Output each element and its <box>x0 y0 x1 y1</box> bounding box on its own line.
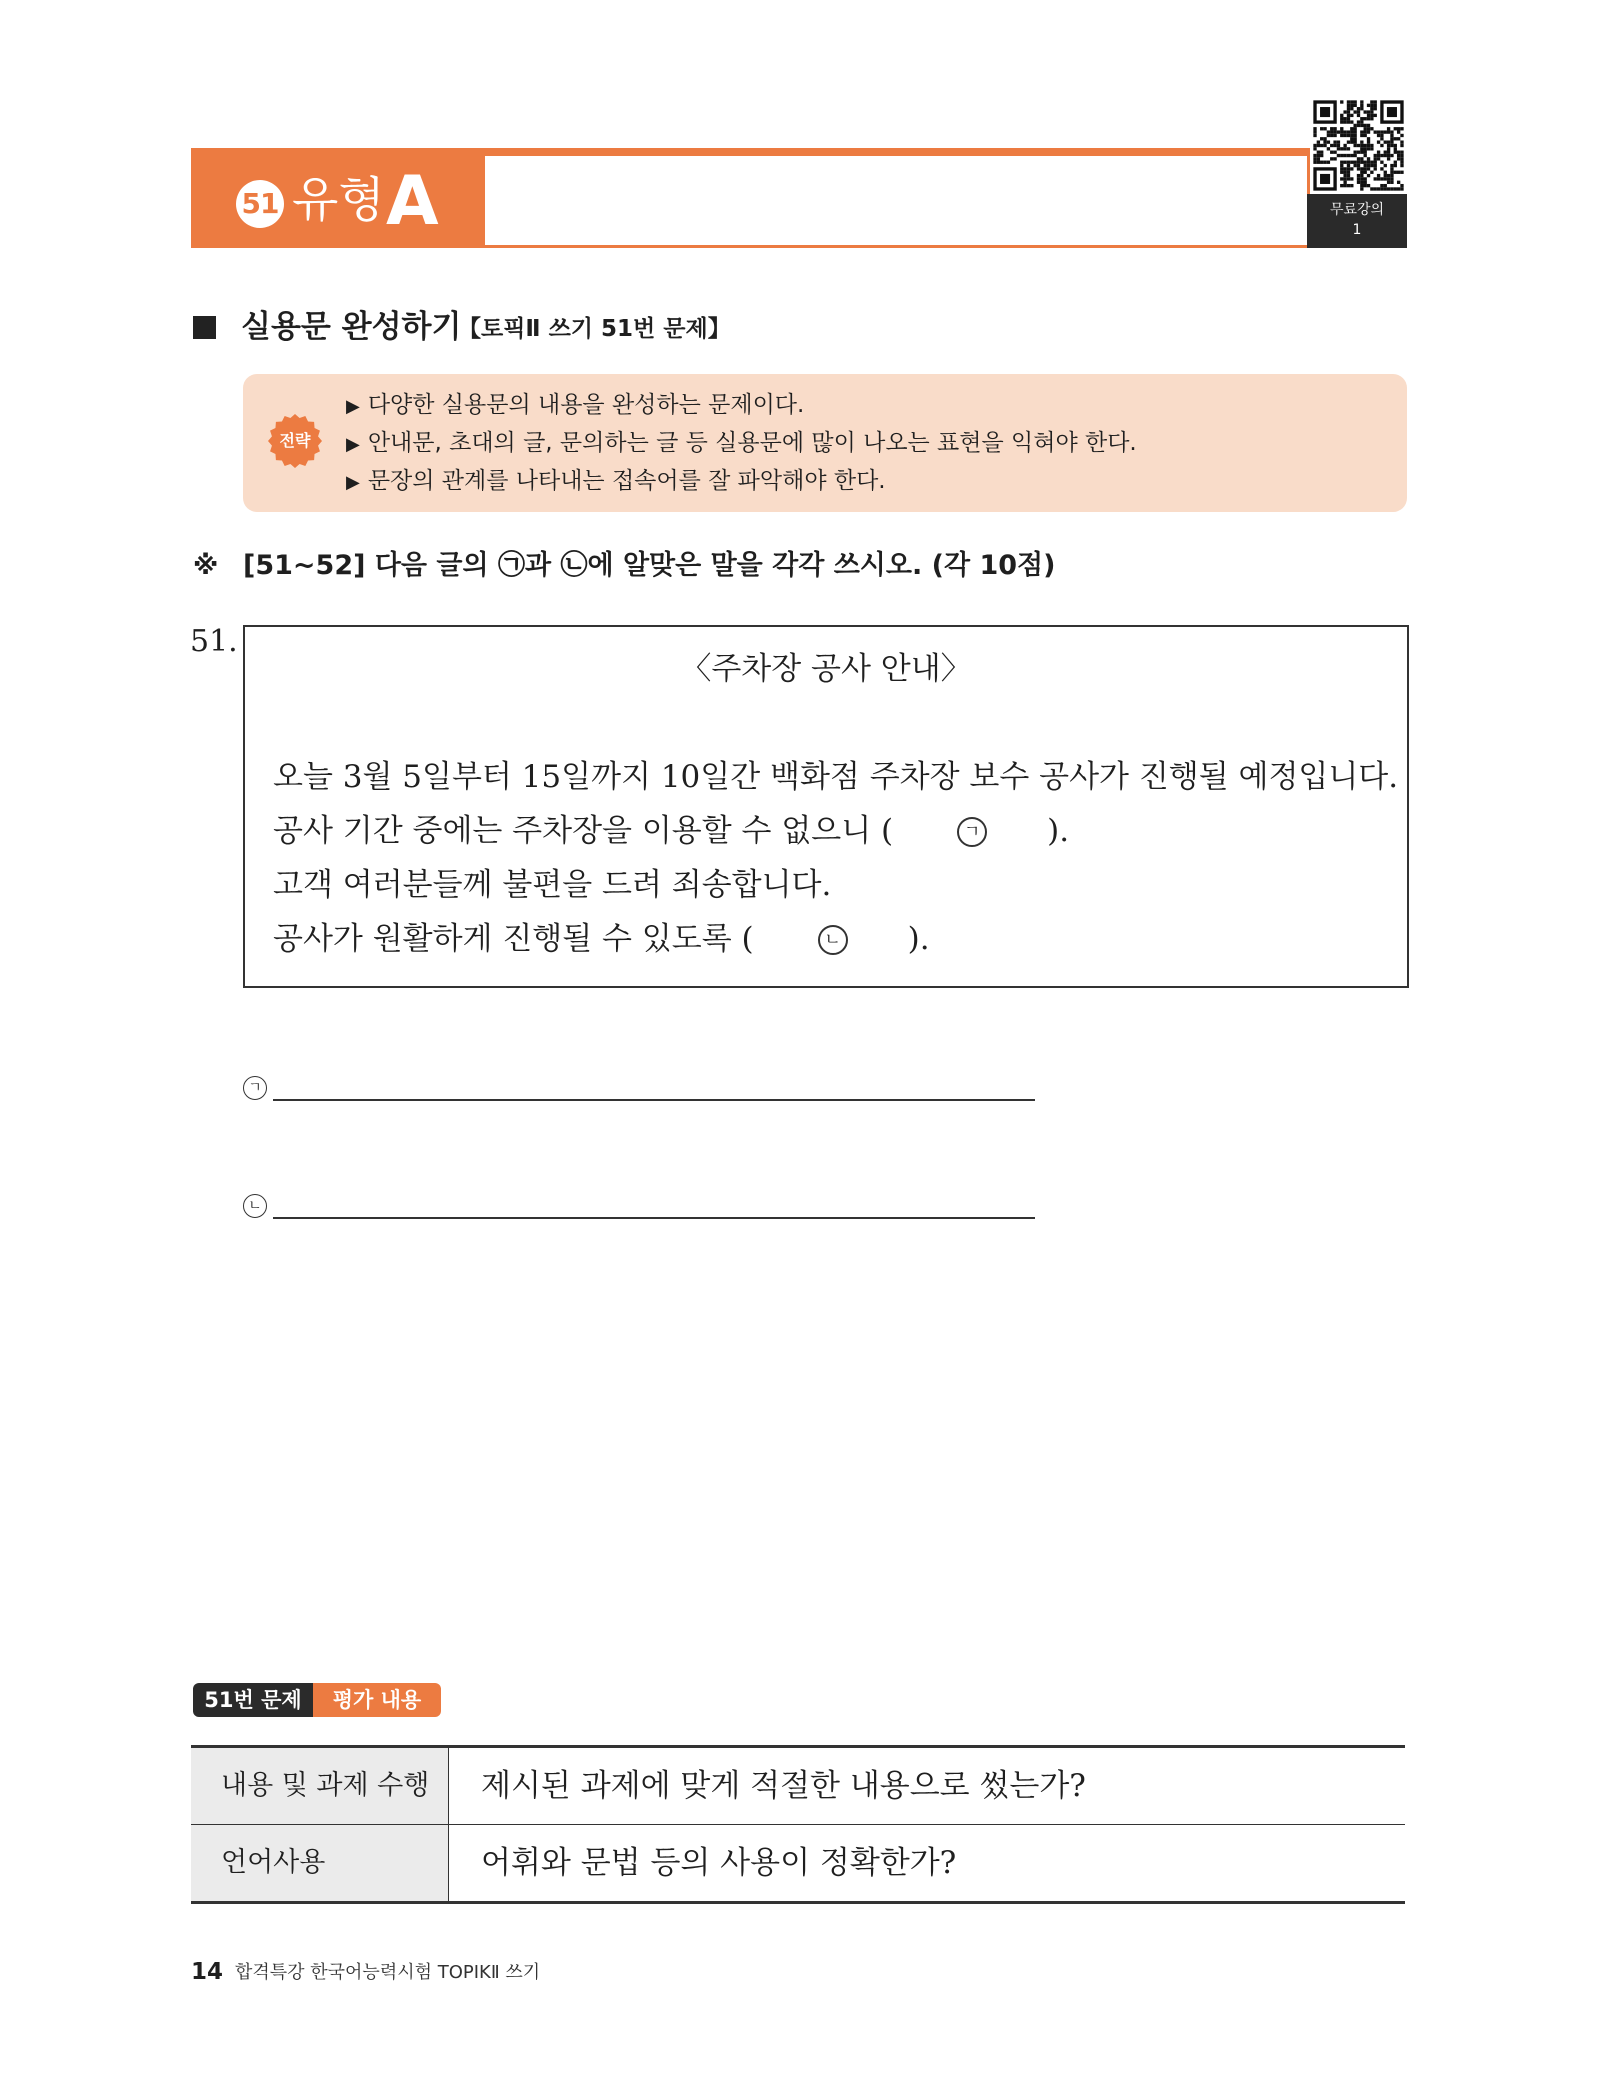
type-label: 유형 <box>292 172 385 228</box>
strategy-bullet: ▶ 문장의 관계를 나타내는 접속어를 잘 파악해야 한다. <box>346 468 886 494</box>
type-letter: A <box>386 162 439 241</box>
notice-line-2: 공사 기간 중에는 주차장을 이용할 수 없으니 ( ㄱ ). <box>273 813 1070 849</box>
problem-number-badge: 51 <box>236 180 284 228</box>
answer-line-2[interactable] <box>273 1217 1035 1219</box>
triangle-bullet-icon: ▶ <box>346 396 360 417</box>
notice-line-4: 공사가 원활하게 진행될 수 있도록 ( ㄴ ). <box>273 921 930 957</box>
notice-line-3: 고객 여러분들께 불편을 드려 죄송합니다. <box>273 867 832 903</box>
eval-description: 제시된 과제에 맞게 적절한 내용으로 썼는가? <box>481 1768 1086 1804</box>
free-lecture-label[interactable] <box>1307 194 1407 248</box>
strategy-badge-label: 전략 <box>279 431 311 450</box>
notice-line-1: 오늘 3월 5일부터 15일까지 10일간 백화점 주차장 보수 공사가 진행될 예정입니다. <box>273 759 1399 795</box>
instruction-text: [51~52] 다음 글의 ㉠과 ㉡에 알맞은 말을 각각 쓰시오. (각 10점) <box>243 550 1056 581</box>
eval-problem-tag: 51번 문제 <box>193 1683 313 1717</box>
section-square-icon <box>193 316 216 339</box>
blank-mark-1: ㄱ <box>957 817 987 847</box>
triangle-bullet-icon: ▶ <box>346 472 360 493</box>
banner-empty-panel <box>485 156 1313 248</box>
qr-label-line1: 무료강의 <box>1329 202 1385 218</box>
qr-label-line2: 1 <box>1352 222 1362 238</box>
table-row <box>191 1748 1405 1824</box>
eval-criterion: 언어사용 <box>191 1825 449 1901</box>
reference-mark: ※ <box>193 551 219 581</box>
question-number: 51. <box>190 624 238 659</box>
evaluation-table <box>191 1745 1405 1904</box>
qr-code-icon[interactable] <box>1310 97 1407 194</box>
strategy-bullet: ▶ 다양한 실용문의 내용을 완성하는 문제이다. <box>346 392 805 418</box>
table-row <box>191 1824 1405 1901</box>
triangle-bullet-icon: ▶ <box>346 434 360 455</box>
page-number: 14 <box>191 1959 224 1985</box>
section-title: 실용문 완성하기 <box>241 309 462 345</box>
section-subtitle: 【토픽Ⅱ 쓰기 51번 문제】 <box>458 316 731 342</box>
eval-label-tag: 평가 내용 <box>313 1683 441 1717</box>
answer-mark-1: ㄱ <box>243 1076 267 1100</box>
notice-title: 〈주차장 공사 안내〉 <box>680 651 972 687</box>
answer-line-1[interactable] <box>273 1099 1035 1101</box>
eval-criterion: 내용 및 과제 수행 <box>191 1748 449 1824</box>
banner-top-rule <box>191 148 1313 156</box>
blank-mark-2: ㄴ <box>818 925 848 955</box>
strategy-bullet: ▶ 안내문, 초대의 글, 문의하는 글 등 실용문에 많이 나오는 표현을 익혀야 한다. <box>346 430 1137 456</box>
book-title: 합격특강 한국어능력시험 TOPIKⅡ 쓰기 <box>235 1962 541 1983</box>
eval-description: 어휘와 문법 등의 사용이 정확한가? <box>481 1845 957 1881</box>
answer-mark-2: ㄴ <box>243 1194 267 1218</box>
